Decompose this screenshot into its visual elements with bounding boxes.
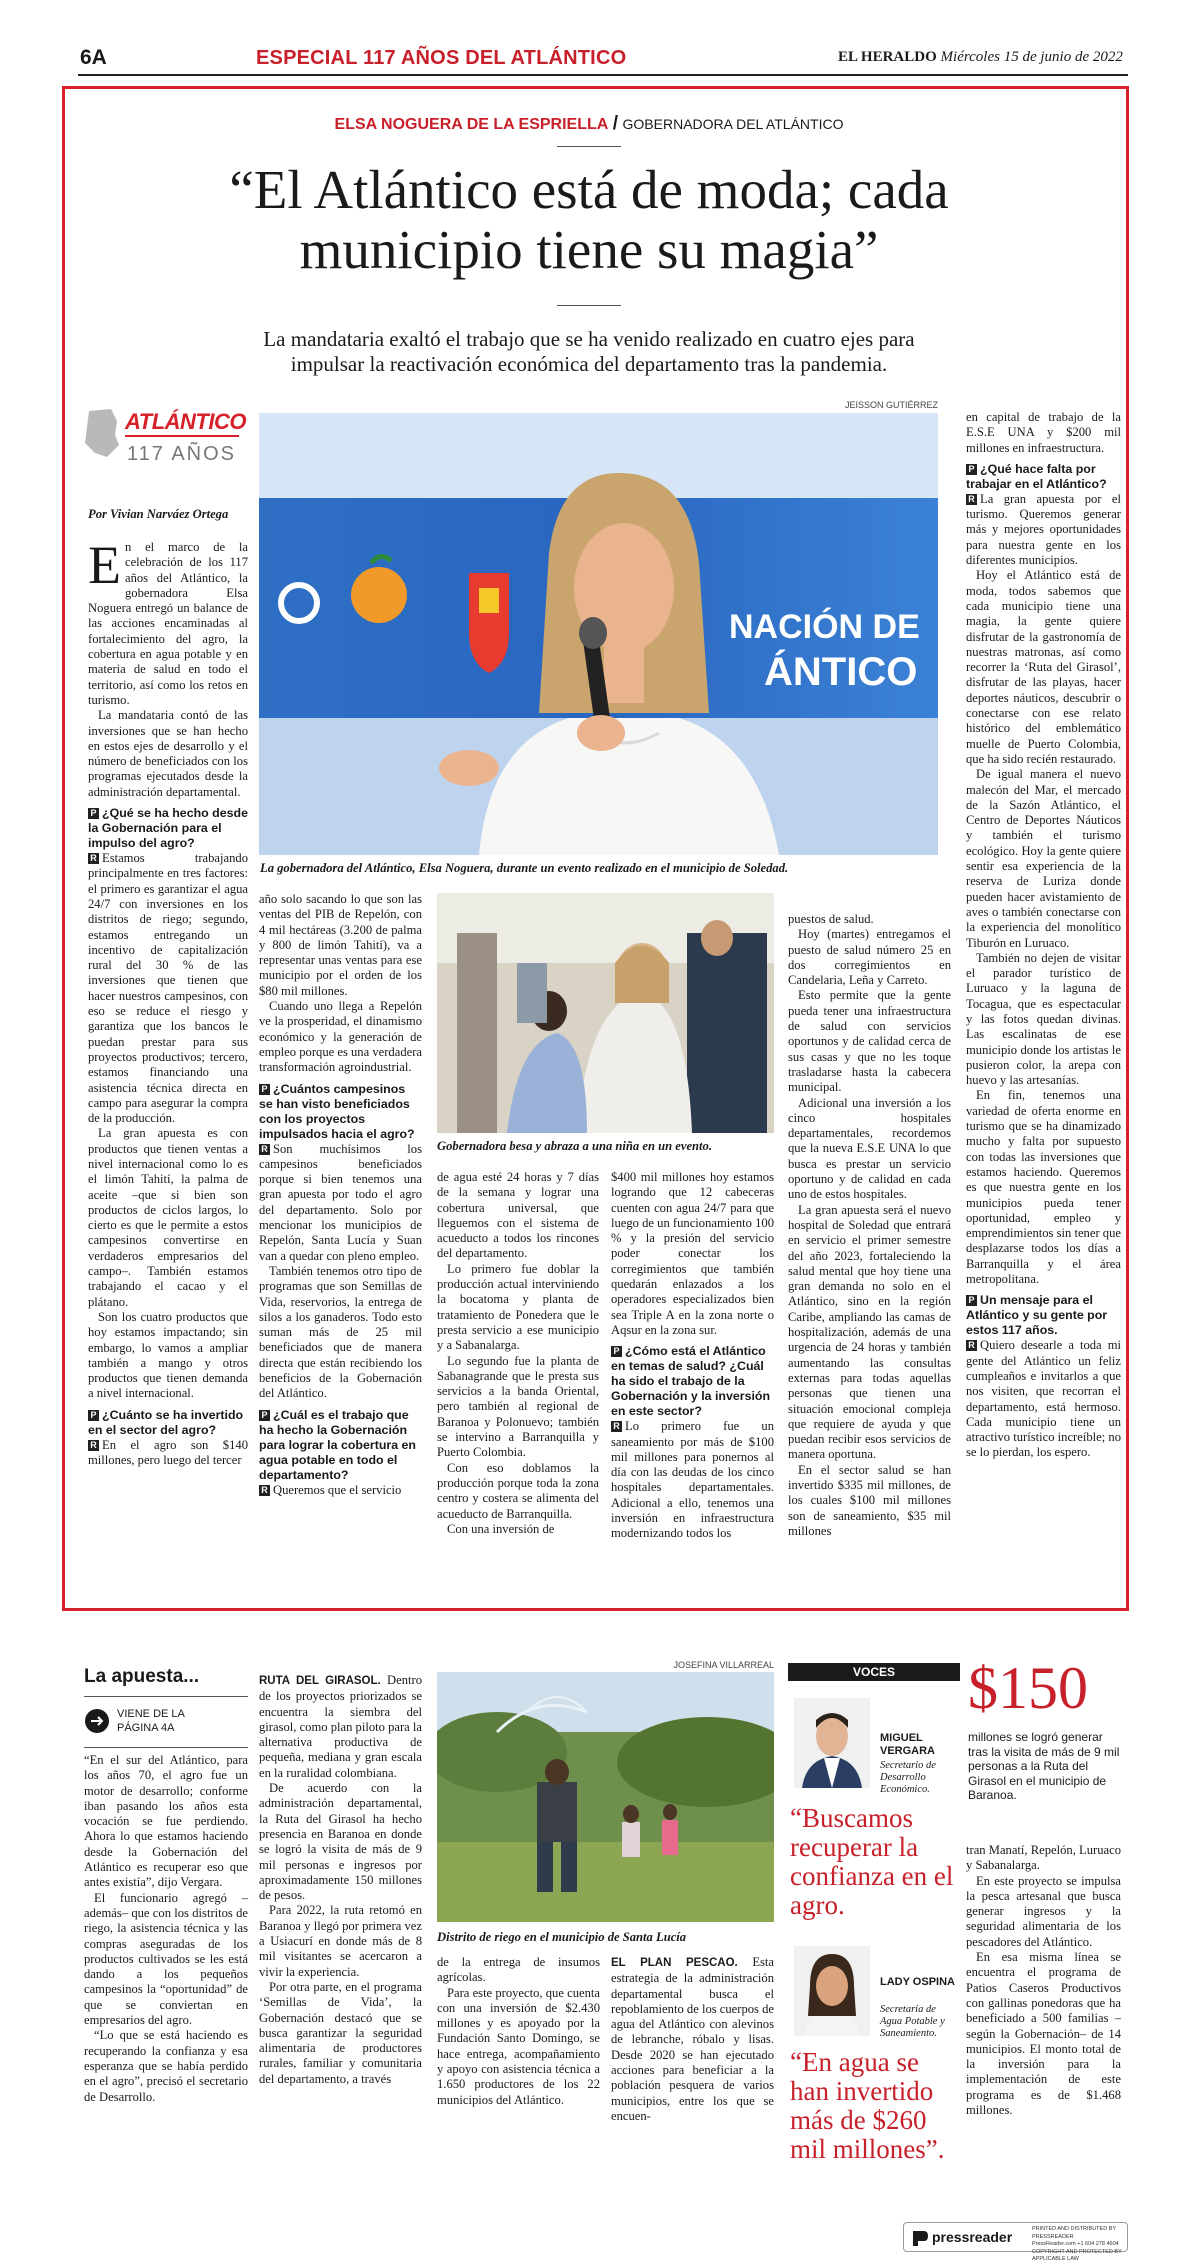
paragraph: La gran apuesta será el nuevo hospital de Soledad que entrará en servicio el primer semestre del año 2023, fortaleciendo la salud mental que hoy tiene una gran demanda no solo en el Atlántico, sino en la región Caribe, ampliando las camas de hospitalización, además de una urgencia de 24 horas y también aumentando las consultas externas para todas aquellas personas que tienen una situación emocional compleja que requiere de ayuda y que puedan recibir esos servicios de manera oportuna. — [788, 1202, 951, 1462]
question-marker-icon: P — [88, 1410, 99, 1421]
question: P ¿Cuál es el trabajo que ha hecho la Gobernación para lograr la cobertura en agua potable en todo el departamento? — [259, 1407, 417, 1482]
photo-credit: JEISSON GUTIÉRREZ — [844, 400, 938, 410]
continued-from-label: VIENE DE LA PÁGINA 4A — [117, 1708, 185, 1734]
question-marker-icon: P — [88, 808, 99, 819]
paragraph: También tenemos otro tipo de programas que son Semillas de Vida, reservorios, la entrega de silos a los ganaderos. Todo esto suman más de 25 mil beneficiados que de manera directa que están recibiendo los beneficios de la Gobernación del Atlántico. — [259, 1263, 422, 1401]
paragraph: De igual manera el nuevo malecón del Mar, el mercado de la Sazón Atlántico, el Centro de Deportes Náuticos y también el turismo ecológico. Hoy la gente quiere sentir esa experiencia de la reserva de Luriza donde pueden hacer avistamiento de aves o también conectarse con la experiencia del monolítico Tiburón en Luruaco. — [966, 767, 1121, 950]
paragraph: Por otra parte, en el programa ‘Semillas de Vida’, la Gobernación destacó que se busca garantizar la seguridad alimentaria de productores rurales, familiar y comunitaria del departamento, a través — [259, 1979, 422, 2086]
paragraph: El funcionario agregó –además– que con los distritos de riego, la asistencia técnica y las compras aseguradas de los productos cultivados se les está dando a los pequeños campesinos la “oportunidad” de que se conviertan en empresarios del agro. — [84, 1890, 248, 2028]
arrow-right-icon — [84, 1708, 110, 1734]
paragraph: de la entrega de insumos agrícolas. — [437, 1955, 600, 1985]
stat-text: millones se logró generar tras la visita de más de 9 mil personas a la Ruta del Girasol en el municipio de Baranoa. — [968, 1730, 1120, 1802]
headline-line-2: municipio tiene su magia” — [299, 219, 879, 280]
bottom-title: La apuesta... — [84, 1666, 200, 1687]
question: P ¿Cuántos campesinos se han visto beneficiados con los proyectos impulsados hacia el agro? — [259, 1081, 415, 1141]
banner-text-2: ÁNTICO — [764, 650, 918, 694]
lead-paragraph: En el marco de la celebración de los 117 años del Atlántico, la gobernadora Elsa Noguera entregó un balance de las acciones encaminadas al fortalecimiento del agro, la cobertura en agua potable y en materia de salud en todo el territorio, así como los retos en turismo. — [88, 535, 248, 707]
paragraph: En esa misma línea se encuentra el programa de Patios Caseros Productivos con gallinas ponedoras que ha beneficiado a 500 familias –según la Gobernación– de 14 municipios. El monto total de la inversión para la implementación de este programa es de $1.468 millones. — [966, 1950, 1121, 2118]
fineprint-line: PressReader.com +1 604 278 4604 — [1032, 2241, 1119, 2247]
voice-2-role: Secretaria de Agua Potable y Saneamiento. — [880, 2004, 945, 2039]
kicker — [0, 113, 1178, 135]
voice-1 — [788, 1692, 960, 1932]
answer: R Queremos que el servicio — [259, 1483, 422, 1498]
paragraph: Con una inversión de — [447, 1521, 555, 1536]
bottom-column-6 — [966, 1843, 1121, 2118]
question-marker-icon: P — [611, 1346, 622, 1357]
pressreader-brand: pressreader — [932, 2229, 1013, 2245]
paragraph: La gran apuesta es con productos que tienen ventas a nivel internacional como lo es el limón Tahití, la palma de aceite –que si bien son productos de ciclos largos, lo cierto es que le permite a estos campesinos convertirse en verdaderos empresarios del campo–. También estamos trabajando el cacao y el plátano. — [88, 1126, 248, 1309]
voces-header: VOCES — [788, 1663, 960, 1681]
continued-from[interactable] — [84, 1706, 248, 1742]
answer: R Estamos trabajando principalmente en tres factores: el primero es garantizar el agua 24/7 con inversiones en los distritos de riego; segundo, estamos entregando un incentivo de capitalización rural del 30 % de las inversiones que tienen que hacer nuestros campesinos, con eso se reduce el riesgo y garantiza que los bancos le puedan prestar para sus proyectos productivos; tercero, estamos financiando una asistencia técnica directa en campo para asegurar la compra de la producción. — [88, 851, 248, 1126]
paragraph: “Lo que se está haciendo es recuperando la confianza y esa esperanza que se había perdido en el agro”, precisó el secretario de Desarrollo. — [84, 2028, 248, 2104]
paragraph: tran Manatí, Repelón, Luruaco y Sabanalarga. — [966, 1843, 1121, 1873]
voice-1-quote: “Buscamos recuperar la confianza en el agro. — [790, 1803, 954, 1920]
answer: R Quiero desearle a toda mi gente del Atlántico un feliz cumpleaños e invitarlos a que nos visiten, que recorran el departamento, está hermoso. Cada municipio tiene un atractivo turístico increíble; no se lo pierdan, los espero. — [966, 1338, 1121, 1460]
answer: R Son muchísimos los campesinos beneficiados porque si bien tenemos una gran apuesta por todo el agro del departamento. Solo por mencionar los municipios de Repelón, Santa Lucía y Suan van a quedar con pleno empleo. — [259, 1141, 422, 1263]
stat-value: $150 — [968, 1655, 1088, 1721]
paragraph: Para 2022, la ruta retomó en Baranoa y llegó por primera vez a Usiacurí en donde más de 8 mil visitantes se acercaron a vivir la experiencia. — [259, 1903, 422, 1979]
kicker-role: GOBERNADORA DEL ATLÁNTICO — [622, 116, 844, 132]
section-title: ESPECIAL 117 AÑOS DEL ATLÁNTICO — [256, 47, 627, 69]
logo-subtitle: 117 AÑOS — [127, 443, 237, 465]
irrigation-photo — [437, 1672, 774, 1922]
pressreader-badge[interactable] — [903, 2222, 1128, 2262]
answer-marker-icon: R — [966, 494, 977, 505]
headline-rule — [557, 305, 621, 306]
column-6 — [966, 410, 1121, 1461]
paragraph: En fin, tenemos una variedad de oferta enorme en turismo que se ha dinamizado mucho y falta por supuesto con todas las inversiones que estamos haciendo. Queremos es que nuestra gente en los municipios pueda tener oportunidad, empleo y emprendimientos sin tener que desplazarse todos los días a Barranquilla y el área metropolitana. — [966, 1088, 1121, 1287]
anniversary-logo — [81, 405, 246, 473]
paragraph: EL PLAN PESCAO. Esta estrategia de la administración departamental busca el repoblamiento de los cuerpos de agua del Atlántico con alevinos de lebranche, róbalo y lisas. Desde 2020 se han ejecutado acciones para beneficiar a la población pesquera de varios municipios, entre los que se encuen- — [611, 1955, 774, 2123]
paragraph: Son los cuatro productos que hoy estamos impactando; sin embargo, lo vamos a ampliar también a mango y otros productos que tienen demanda a nivel internacional. — [88, 1309, 248, 1401]
question: P Un mensaje para el Atlántico y su gente por estos 117 años. — [966, 1293, 1108, 1338]
question: P ¿Cómo está el Atlántico en temas de salud? ¿Cuál ha sido el trabajo de la Gobernación y la inversión en este sector? — [611, 1344, 771, 1419]
second-caption: Gobernadora besa y abraza a una niña en un evento. — [437, 1139, 712, 1153]
voice-2-name: LADY OSPINA — [880, 1976, 955, 1988]
paragraph: puestos de salud. — [788, 912, 874, 926]
page-number: 6A — [80, 46, 107, 69]
headline — [0, 160, 1178, 280]
map-silhouette-icon — [81, 407, 121, 459]
drop-cap: E — [88, 535, 121, 595]
bottom-column-3 — [437, 1955, 600, 2108]
question: P ¿Cuánto se ha invertido en el sector del agro? — [88, 1407, 244, 1437]
answer-marker-icon: R — [966, 1340, 977, 1351]
second-photo — [437, 893, 774, 1133]
fineprint-line: PRINTED AND DISTRIBUTED BY PRESSREADER — [1032, 2226, 1116, 2240]
kicker-separator: / — [612, 113, 619, 134]
paragraph: Hoy (martes) entregamos el puesto de salud número 25 en dos corregimientos en Candelaria, Leña y Carreto. — [788, 927, 951, 988]
fineprint-line: COPYRIGHT AND PROTECTED BY APPLICABLE LAW — [1032, 2248, 1122, 2262]
answer-marker-icon: R — [88, 1440, 99, 1451]
main-caption: La gobernadora del Atlántico, Elsa Noguera, durante un evento realizado en el municipio de Soledad. — [260, 861, 789, 875]
paragraph: Con eso doblamos la producción porque toda la zona centro y costera se alimenta del acueducto de Barranquilla. — [437, 1460, 599, 1521]
masthead-date — [838, 49, 1123, 66]
pressreader-fineprint — [1032, 2226, 1128, 2264]
deck-line-1: La mandataria exaltó el trabajo que se ha venido realizado en cuatro ejes para — [263, 327, 915, 351]
question: P ¿Qué se ha hecho desde la Gobernación para el impulso del agro? — [88, 806, 248, 851]
kicker-name: ELSA NOGUERA DE LA ESPRIELLA — [334, 116, 609, 133]
subhead: EL PLAN PESCAO. — [611, 1957, 738, 1969]
voice-1-name: MIGUEL VERGARA — [880, 1732, 936, 1757]
paragraph: La mandataria contó de las inversiones que se han hecho en estos ejes de desarrollo y el número de beneficiados con los programas ejecutados desde la administración departamental. — [88, 708, 248, 799]
answer-marker-icon: R — [88, 853, 99, 864]
paragraph: Lo primero fue doblar la producción actual interviniendo la bocatoma y planta de tratamiento de Ponedera que le presta servicio a ese municipio y a Sabanalarga. — [437, 1261, 599, 1353]
bottom-title-rule — [84, 1696, 248, 1697]
question-marker-icon: P — [966, 1295, 977, 1306]
bottom-column-2 — [259, 1673, 422, 2087]
paragraph: En el sector salud se han invertido $335 mil millones, de los cuales $100 mil millones son de saneamiento, $35 mil millones — [788, 1462, 951, 1538]
bottom-column-4 — [611, 1955, 774, 2124]
paragraph: RUTA DEL GIRASOL. Dentro de los proyectos priorizados se encuentra la siembra del girasol, como plan piloto para la alternativa productiva de pequeña, mediana y gran escala en la ruralidad colombiana. — [259, 1673, 422, 1780]
paragraph: Hoy el Atlántico está de moda, todos sabemos que cada municipio tiene una magia, la gente quiere disfrutar de la gastronomía de nuestras matronas, así como recorrer la ‘Ruta del Girasol’, disfrutar de las playas, hacer deportes náuticos, descubrir o conectarse con ese relato histórico del emblemático muelle de Puerto Colombia, que ha sido recién restaurado. — [966, 568, 1121, 766]
paragraph: en capital de trabajo de la E.S.E UNA y $200 mil millones en infraestructura. — [966, 410, 1121, 455]
header-rule — [78, 74, 1128, 76]
paragraph: En este proyecto se impulsa la pesca artesanal que busca generar ingresos y la seguridad alimentaria de los pescadores del Atlántico. — [966, 1873, 1121, 1949]
paragraph: año solo sacando lo que son las ventas del PIB de Repelón, con 4 mil hectáreas (3.200 de palma y 800 de limón Tahití), va a representar unas ventas para ese municipio por el orden de los $80 mil millones. — [259, 892, 422, 998]
kicker-rule — [557, 146, 621, 147]
question-marker-icon: P — [966, 464, 977, 475]
paragraph: “En el sur del Atlántico, para los años 70, el agro fue un motor de desarrollo; conforme iban pasando los años esta vocación se fue perdiendo. Ahora lo que estamos haciendo desde la Gobernación del Atlántico es recuperar eso que antes existía”, dijo Vergara. — [84, 1753, 248, 1890]
column-2 — [259, 892, 422, 1498]
voice-2 — [788, 1946, 960, 2176]
deck — [0, 327, 1178, 377]
logo-title: ATLÁNTICO — [125, 409, 239, 437]
subhead: RUTA DEL GIRASOL. — [259, 1675, 381, 1687]
bottom-photo-credit: JOSEFINA VILLARREAL — [673, 1660, 774, 1670]
answer-marker-icon: R — [259, 1485, 270, 1496]
column-3 — [437, 1170, 599, 1537]
main-photo — [259, 413, 938, 855]
question-marker-icon: P — [259, 1410, 270, 1421]
continued-rule — [84, 1747, 248, 1748]
issue-date: Miércoles 15 de junio de 2022 — [940, 49, 1123, 65]
paragraph: También no dejen de visitar el parador turístico de Luruaco y la laguna de Tocagua, que es espectacular y las fotos quedan divinas. Las escalinatas de ese municipio donde los artistas le pusieron color, la arepa con huevo y las artesanías. — [966, 950, 1121, 1088]
newspaper-name: EL HERALDO — [838, 49, 937, 65]
byline: Por Vivian Narváez Ortega — [88, 507, 229, 521]
avatar — [794, 1946, 870, 2036]
voice-1-role: Secretario de Desarrollo Económico. — [880, 1760, 936, 1795]
paragraph: Para este proyecto, que cuenta con una inversión de $2.430 millones y es apoyado por la Fundación Santo Domingo, se hace entrega, acompañamiento y apoyo con asistencia técnica a 1.650 productores de los 22 municipios del Atlántico. — [437, 1985, 600, 2107]
paragraph: Lo segundo fue la planta de Sabanagrande que le presta sus servicios a la banda Oriental, pero también al regional de Baranoa y Polonuevo; también se intervino a Barranquilla y Puerto Colombia. — [437, 1353, 599, 1460]
paragraph: Cuando uno llega a Repelón ve la prosperidad, el dinamismo económico y la generación de empleo porque es una verdadera transformación agroindustrial. — [259, 999, 422, 1075]
voice-2-quote: “En agua se han invertido más de $260 mil millones”. — [790, 2047, 945, 2164]
answer-marker-icon: R — [259, 1144, 270, 1155]
deck-line-2: impulsar la reactivación económica del departamento tras la pandemia. — [290, 352, 888, 376]
paragraph: Adicional una inversión a los cinco hospitales departamentales, recordemos que la nueva E.S.E UNA lo que busca es prestar un servicio oportuno y de calidad en cada uno de estos hospitales. — [788, 1095, 951, 1202]
pressreader-logo-icon — [910, 2228, 930, 2248]
column-1 — [88, 535, 248, 1468]
answer-marker-icon: R — [611, 1421, 622, 1432]
headline-line-1: “El Atlántico está de moda; cada — [229, 159, 949, 220]
question: P ¿Qué hace falta por trabajar en el Atlántico? — [966, 461, 1107, 491]
bottom-column-1 — [84, 1753, 248, 2105]
question-marker-icon: P — [259, 1084, 270, 1095]
avatar — [794, 1698, 870, 1788]
column-5 — [788, 912, 951, 1539]
banner-text-1: NACIÓN DE — [729, 608, 920, 646]
paragraph: de agua esté 24 horas y 7 días de la semana y lograr una cobertura universal, que lleguemos con el sistema de acueducto a todos los rincones del departamento. — [437, 1170, 599, 1261]
paragraph: Esto permite que la gente pueda tener una infraestructura de salud con servicios oportunos y de calidad cerca de sus casas y que no les toque trasladarse hasta la cabecera municipal. — [788, 988, 951, 1095]
column-4 — [611, 1170, 774, 1542]
paragraph: $400 mil millones hoy estamos logrando que 12 cabeceras cuenten con agua 24/7 para que luego de un funcionamiento 100 % y la presión del servicio poder conectar los corregimientos que también quedarán enlazados a los operadores especializados bien sea Triple A en la zona norte o Aqsur en la zona sur. — [611, 1170, 774, 1337]
answer: R Lo primero fue un saneamiento por más de $100 mil millones para ponernos al día con las deudas de los cinco hospitales departamentales. Adicional a ello, tenemos una inversión en infraestructura modernizando todos los — [611, 1419, 774, 1541]
irrigation-caption: Distrito de riego en el municipio de Santa Lucía — [437, 1930, 687, 1944]
answer: R La gran apuesta por el turismo. Queremos generar más y mejores oportunidades para nuestra gente en los diferentes municipios. — [966, 491, 1121, 568]
paragraph: De acuerdo con la administración departamental, la Ruta del Girasol ha hecho presencia en Baranoa en donde se logró la visita de más de 9 mil personas e ingresos por aproximadamente 150 millones de pesos. — [259, 1781, 422, 1903]
answer: R En el agro son $140 millones, pero luego del tercer — [88, 1437, 248, 1468]
